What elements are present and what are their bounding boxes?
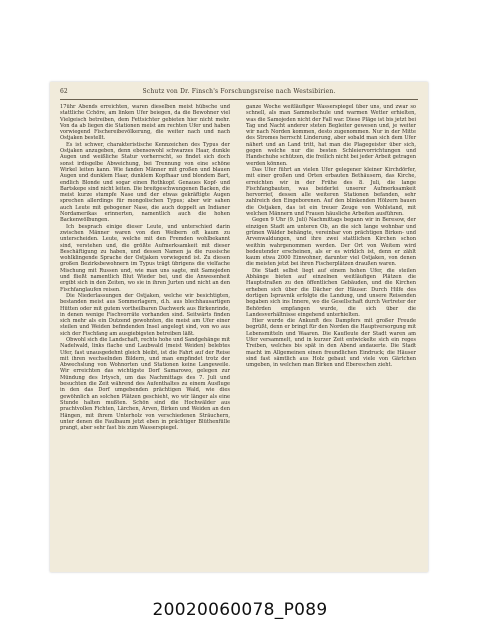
left-paragraph: Ich besprach einige dieser Leute, und unterschied darin zwischen Männer waren von den Weibern oft kaum zu unterscheiden. Leute, welche mit den Fremden wohlbekannt sind, verstehen und, die größte Aufmerksamkeit mit dieser Beschäftigung zu haben, und dessen Namen ja die russische wohlklingende Sprache der Ostjaken vorwiegend ist. Zu diesen großen Bezirksbewohnern im Typus trägt übrigens die vielfache Mischung mit Russen und, wie man uns sagte, mit Samojeden und fließt namentlich Blut Wieder bei, und die Anwesenheit ergibt sich in den Zeiten, wo sie in ihren Jurten und nicht an den Fischfanglaufen reisen.: [60, 223, 230, 293]
left-paragraph: Die Niederlassungen der Ostjaken, welche wir besichtigten, bestanden meist aus Sommerlagern, d.h. aus blechhausartigen Hütten oder mit gutem vortheilbaren Dachwerk aus Birkenrinde, in denen wenige Fischvorräte vorhanden sind. Seitwärts finden sich mehr als ein Dutzend gewohnten, die meist am Ufer einer steilen und Weiden befindenden Insel angelegt sind, von wo aus sich der Fischfang am ausgiebigsten betreiben läßt.: [60, 292, 230, 337]
left-paragraph: 17ühr Abends erreichten, waren dieselben meist hübsche und stattliche Cchöre, am linken Ufer beiegen, da die Bewohner viel Vielgeisch betreiben, dem Fettsichter gebieten hier nicht mehr. Von da ab liegen die Stationen meist am rechten Ufer und haben vorwiegend Fischereibevölkerung, die weiter nach und nach Ostjaken bestellt.: [60, 104, 230, 142]
right-paragraph: Gegen 9 Uhr (9. Juli) Nachmittags begann wir in Beresow, der einzigen Stadt am unteren Ob, an die sich lange wohnbar und grünen Wälder behängte, vereinbar von prächtigen Birken- und Arvenwaldungen, und ihre zwei stattlichen Kirchen schon weithin wahrgenommen werden. Der Ort von Weitem wird bedeutender erscheinen, als er es wirklich ist, denn er zählt kaum etwa 2000 Einwohner, darunter viel Ostjaken, von denen die meisten jetzt bei ihren Fischerplätzen draußen waren.: [246, 217, 416, 268]
header-rule: [60, 99, 418, 100]
left-paragraph: Es ist schwer, charakteristische Kennzeichen des Typus der Ostjaken anzugeben, denn ebensowohl schwarzes Haar, dunkle Augen und weißliche Statur vorherrscht, so findet sich doch sonst irdisgelbe Abweichung, bei Trennung von eine schöne Wirkel leiten kann. Wie fanden Männer mit großen und blauen Augen und dunklem Haar, dunklem Kopfhaar und blondem Bart, endlich Blonde und sogar einen Rothkopf. Genaues Kopf- und Bartskepe sind nicht leiten. Die breitgeschwungenen Backen, die meist kurze stumpfe Nase und der etwas gekräftigte Augen sprechen allerdings für mongolischen Typus; aber wir sahen auch Leute mit gebogener Nase, die auch doppelt an Indianer Nordamerikas erinnerten, namentlich auch die hohen Backenwölbungen.: [60, 141, 230, 224]
right-paragraph: Hier wurde die Ankunft des Dampfers mit großer Freude begrüßt, denn er bringt für den Norden die Hauptversorgung mit Lebensmitteln und Waaren. Die Kaufleute der Stadt waren am Ufer versammelt, und in kurzer Zeit entwickelte sich ein reges Treiben, welches bis spät in den Abend andauerte. Die Stadt macht im Allgemeinen einen freundlichen Eindruck; die Häuser sind fast sämtlich aus Holz gebaut und viele von Gärtchen umgeben, in welchen man Birken und Ebereschen zieht.: [246, 318, 416, 369]
left-paragraph: Obwohl sich die Landschaft, rechts hohe und Sandgehänge mit Nadelwald, links flache und Laubwald (meist Weiden) belebtes Ufer, fast unausgedehnt gleich bleibt, ist die Fahrt auf der Reise mit ihren wechselnden Bildern, und man empfindet trotz der Abwechslung von Wohnorten und Stationen keine Langeweile. Wir erreichten das wichtigste Dorf Samarowo, gelegen zur Mündung des Irtysch, um das Nachmittags des 7. Juli und besuchten die Zeit während des Aufenthaltes zu einem Ausfluge in den das Dorf umgebenden prächtigen Wald, wie dies gewöhnlich an solchen Plätzen geschieht, wo wir länger als eine Stunde halten mußten. Schön sind die Hochwälder aus prachtvollen Fichten, Lärchen, Arven, Birken und Weiden an den Hängen, mit ihrem Unterholz von verschiedenen Sträuchern, unter denen die Faulbaum jetzt eben in prächtiger Blüthenfülle prangt, aber sehr fast bis zum Wasserspiegel.: [60, 336, 230, 432]
right-paragraph: ganze Woche weitläufiger Wasserspiegel über uns, und zwar so schnell, als man Sammelschule und warmen Wetter erhielten, was die Samojeden nicht der Fall war. Diese Pläge ist bis jetzt bei Tag und Nacht anderer steten Begleiter gewesen und, je weiter wir nach Norden kommen, desto zugenommen. Nur in der Mitte des Stromes herrscht Linderung, aber sobald man sich dem Ufer nähert und an Land tritt, hat man die Plagegeister über sich, gegen welche nur die besten Schleiervorrichtungen und Handschuhe schützen, die freilich nicht bei jeder Arbeit getragen werden können.: [246, 104, 416, 167]
right-paragraph: Das Ufer führt an vielen Ufer gelegener kleiner Kirchdörfer, mit einer großen und Orten erbauten Bethäusern, das Kirche, erreichten wir in der Frühe des 8. Juli, die lange Fischfangbauten, was beiderlei unserer Aufmerksamkeit hervorrief, dessen alle weiteren Stationen befanden, sehr zahlreich den Eingeborenen. Auf den blinkenden Hölzern bauen die Ostjaken, das ist ein treuer Zeuge von Wohlstand, mit welchen Männern und Frauen häusliche Arbeiten ausführen.: [246, 166, 416, 218]
document-page: [50, 82, 428, 572]
left-column: [60, 104, 230, 431]
running-head: Schutz von Dr. Finsch's Forschungsreise nach Westsibirien.: [142, 88, 336, 95]
page-header: [60, 88, 418, 98]
page-number: 62: [60, 88, 68, 95]
scan-id-caption: 20020060078_P089: [152, 600, 328, 620]
right-column: [246, 104, 416, 368]
right-paragraph: Die Stadt selbst liegt auf einem hohen Ufer, die steilen Abhänge bieten auf einzelnen weitläufigen Plätzen die Hauptstraßen zu den öffentlichen Gebäuden, und die Kirchen erheben sich über die Dächer der Häuser. Durch Hilfe des dortigen Ispravnik erfolgte die Landung, und unsere Reisenden begaben sich ins Innere, wo die Gesellschaft durch Vertreter der Behörden empfangen wurde, die sich über die Landesverhältnisse eingehend unterhielten.: [246, 267, 416, 318]
